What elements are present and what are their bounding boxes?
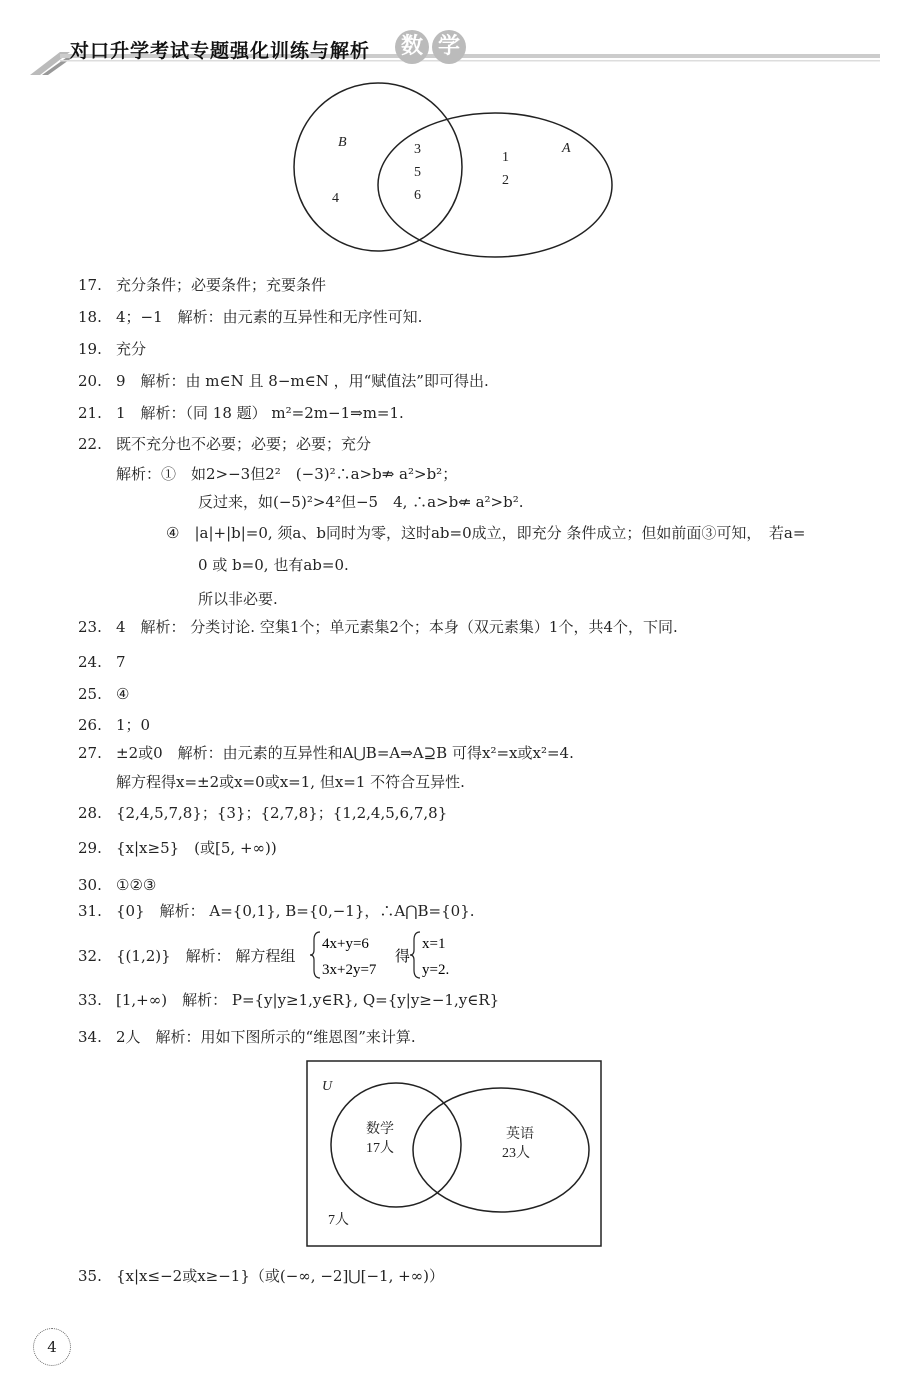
subject-char-2: 学: [432, 30, 466, 64]
english-set-ellipse: [413, 1088, 589, 1212]
label-b: B: [338, 135, 347, 150]
analysis-line: 解方程得x=±2或x=0或x=1, 但x=1 不符合互异性.: [116, 773, 465, 791]
english-count: 23人: [502, 1146, 530, 1161]
answer-line: 27. ±2或0 解析：由元素的互异性和A⋃B=A⇒A⊇B 可得x²=x或x²=4.: [78, 744, 574, 762]
answer-line: 18. 4；−1 解析：由元素的互异性和无序性可知.: [78, 308, 423, 326]
answer-line: 33. [1,+∞) 解析： P={y|y≥1,y∈R}, Q={y|y≥−1,y∈R}: [78, 991, 500, 1009]
answer-line: 26. 1；0: [78, 716, 151, 734]
only-b-value: 4: [332, 191, 339, 206]
svg-text:3x+2y=7: 3x+2y=7: [322, 962, 377, 978]
label-u: U: [322, 1079, 333, 1094]
analysis-line: 解析：① 如2>−3但2² (−3)²∴a>b⇏ a²>b²；: [116, 465, 458, 483]
answer-line: 28. {2,4,5,7,8}；{3}；{2,7,8}；{1,2,4,5,6,7,8}: [78, 804, 448, 822]
only-a-value-2: 2: [502, 173, 509, 188]
both-value-3: 6: [414, 188, 421, 203]
answer-line: 23. 4 解析： 分类讨论. 空集1个；单元素集2个；本身（双元素集）1个，共4个，下同.: [78, 618, 678, 636]
answer-line: 34. 2人 解析：用如下图所示的“维恩图”来计算.: [78, 1028, 416, 1046]
set-a-ellipse: [378, 113, 612, 257]
venn-diagram-2: [306, 1060, 602, 1248]
label-a: A: [562, 141, 571, 156]
math-set-ellipse: [331, 1083, 461, 1207]
math-count: 17人: [366, 1141, 394, 1156]
set-b-circle: [294, 83, 462, 251]
english-label: 英语: [506, 1127, 534, 1142]
math-label: 数学: [366, 1122, 394, 1137]
answer-line: 29. {x|x≥5} (或[5, +∞)): [78, 839, 277, 857]
answer-line: 25. ④: [78, 685, 130, 703]
page-number: 4: [33, 1328, 71, 1366]
answer-line: 21. 1 解析：（同 18 题） m²=2m−1⇒m=1.: [78, 404, 404, 422]
analysis-line: ④ |a|+|b|=0, 须a、b同时为零，这时ab=0成立，即充分 条件成立；但如前面③可知， 若a=: [166, 524, 806, 542]
universal-set-box: [307, 1061, 601, 1246]
svg-text:得: 得: [395, 949, 411, 965]
subject-char-1: 数: [395, 30, 429, 64]
answer-line: 22. 既不充分也不必要；必要；必要；充分: [78, 435, 372, 453]
both-value-1: 3: [414, 142, 421, 157]
analysis-line: 0 或 b=0, 也有ab=0.: [198, 556, 349, 574]
svg-text:y=2.: y=2.: [422, 962, 450, 978]
answer-line: 30. ①②③: [78, 876, 157, 894]
outside-count: 7人: [328, 1213, 349, 1228]
answer-line: 17. 充分条件；必要条件；充要条件: [78, 276, 327, 294]
svg-text:4x+y=6: 4x+y=6: [322, 936, 369, 952]
answer-line: 20. 9 解析：由 m∈N 且 8−m∈N ，用“赋值法”即可得出.: [78, 372, 489, 390]
answer-line: 35. {x|x≤−2或x≥−1}（或(−∞, −2]⋃[−1, +∞)）: [78, 1267, 445, 1285]
answer-line: 19. 充分: [78, 340, 147, 358]
equation-system: [310, 928, 470, 982]
header-title: 对口升学考试专题强化训练与解析: [70, 40, 371, 62]
page-header: [0, 0, 908, 80]
answer-line: 32. {(1,2)} 解析： 解方程组: [78, 947, 296, 965]
svg-text:x=1: x=1: [422, 936, 446, 952]
both-value-2: 5: [414, 165, 421, 180]
answer-line: 31. {0} 解析： A={0,1}, B={0,−1}，∴A⋂B={0}.: [78, 902, 475, 920]
analysis-line: 反过来，如(−5)²>4²但−5 4, ∴a>b⇍ a²>b².: [198, 493, 524, 511]
answer-line: 24. 7: [78, 653, 126, 671]
only-a-value-1: 1: [502, 150, 509, 165]
venn-diagram-1: [280, 80, 630, 260]
analysis-line: 所以非必要.: [198, 590, 278, 608]
